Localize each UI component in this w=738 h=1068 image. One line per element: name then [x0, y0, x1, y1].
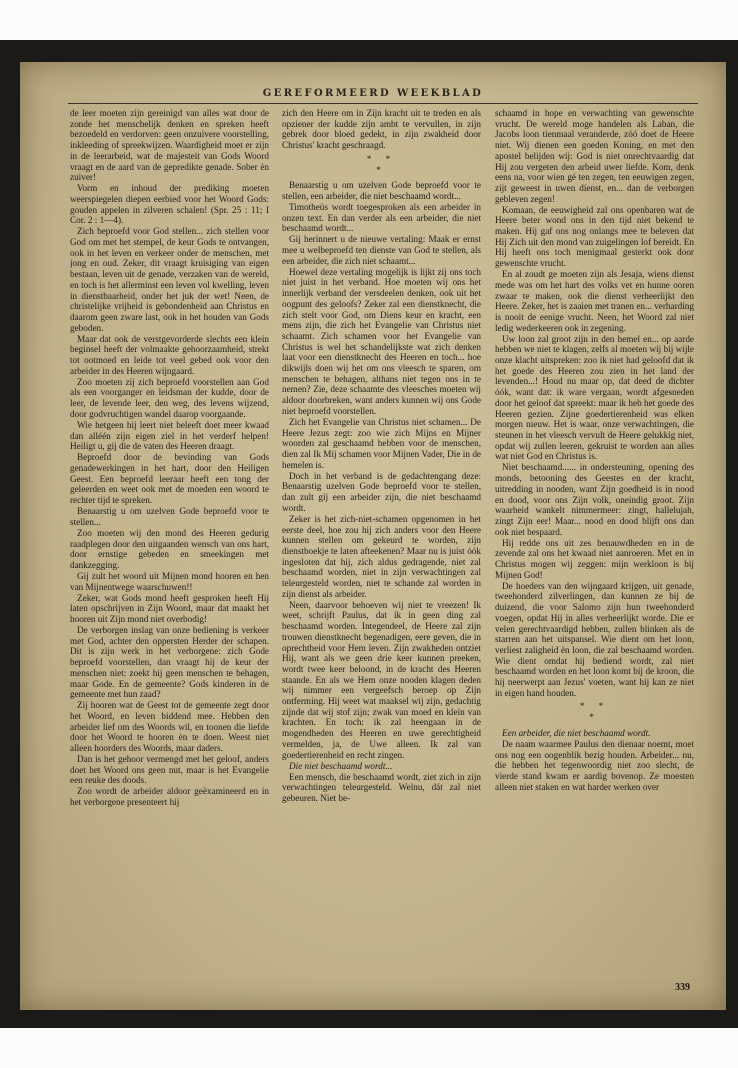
paragraph: Gij zult het woord uit Mijnen mond hooren en hen van Mijnentwege waarschuwen!!: [70, 570, 269, 592]
paragraph: Hij redde ons uit zes benauwdheden en in de zevende zal ons het kwaad niet aanroeren. Met en in Christus mogen wij zeggen: mijn werkloon is bij Mijnen God!: [495, 537, 694, 580]
paragraph: De naam waarmee Paulus den dienaar noemt, moet ons nog een oogenblik bezig houden. Arbeider... nu, die hebben het tegenwoordig niet zoo slecht, de vierde stand kwam er aardig bovenop. Ze moesten alleen niet staken en wat harder werken over: [495, 738, 694, 792]
paragraph: De verborgen inslag van onze bediening is verkeer met God, achter den oppersten Herder der schapen. Dit is zijn werk in het verborgene: zich Gode beproefd voorstellen, dan vraagt hij de keur der menschen niet: zoekt hij geen menschen te behagen, maar Gode. En de gemeente? Gods kinderen in de gemeente met hun zaad?: [70, 625, 269, 700]
paragraph: Hoewel deze vertaling mogelijk is lijkt zij ons toch niet juist in het verband. Hoe moeten wij ons het innerlijk verband der versdeelen denken, ook uit het oogpunt des geloofs? Zeker zal een dienstknecht, die zich stelt voor God, om Diens keur en kracht, een mens zijn, die zich het Evangelie van Christus niet schaamt. Zich schamen voor het Evangelie van Christus is wel het schandelijkste wat zich denken laat voor een dienstknecht des Heeren en toch... hoe dikwijls doen wij het om ons vleesch te sparen, om menschen te behagen, althans niet tegen ons in te nemen? Zie, deze schaamte des vleesches moeten wij aldoor doorbreken, want anders kunnen wij ons Gode niet beproefd voorstellen.: [282, 266, 481, 416]
column-1: [70, 108, 269, 974]
paragraph: Zeker, wat Gods mond heeft gesproken heeft Hij laten opschrijven in Zijn Woord, maar dat maakt het hooren uit Zijn mond niet overbodig!: [70, 592, 269, 625]
paragraph: Niet beschaamd...... in ondersteuning, opening des monds, betooning des Geestes en der kracht, uitredding in nooden, want Zijn goedheid is in nood en dood, voor ons Zijn volk, oneindig groot. Zijn waarheid wankelt nimmermeer: zingt, hallelujah, zingt Zijn eer! Maar... nood en dood blijft ons dan ook niet bespaard.: [495, 462, 694, 537]
paragraph-italic: Een arbeider, die niet beschaamd wordt.: [502, 727, 651, 738]
paragraph: Zich het Evangelie van Christus niet schamen... De Heere Jezus zegt: zoo wie zich Mijns en Mijner woorden zal geschaamd hebben voor de menschen, dien zal Ik Mij schamen voor Mijnen Vader, Die in de hemelen is.: [282, 416, 481, 470]
paragraph: Vorm en inhoud der prediking moeten weerspiegelen diepen eerbied voor het Woord Gods: gouden appelen in zilveren schalen! (Spr. 25 : 11; I Cor. 2 : 1—4).: [70, 183, 269, 226]
paragraph: Komaan, de eeuwigheid zal ons openbaren wat de Heere beter wond ons in den tijd niet bekend te maken. Hij gaf ons nog onlangs mee te beleven dat Hij Zich uit den mond van zuigelingen lof bereidt. En Hij heeft ons toch menigmaal gesterkt ook door gewenschte vrucht.: [495, 204, 694, 269]
scan-border-bottom: [0, 1028, 738, 1068]
column-2: [282, 108, 481, 974]
paragraph: Neen, daarvoor behoeven wij niet te vreezen! Ik weet, schrijft Paulus, dat ik in geen ding zal beschaamd worden. Integendeel, de Heere zal zijn trouwen dienstknecht begenadigen, eere geven, die in oprechtheid voor Hem leven. Zijn zwakheden ontziet Hij, want als we geen drie keer kunnen preeken, wordt twee keer beloond, in de kracht des Heeren staande. En als we Hem onze nooden klagen deden wij nimmer een vergeefsch beroep op Zijn ontferming. Hij weet wat maaksel wij zijn, gedachtig zijnde dat wij stof zijn; zwak van moed en klein van krachten. En toch: ik zal heengaan in de mogendheden des Heeren en uwe gerechtigheid vermelden, ja, de Uwe alleen. Ik zal van goedertierenheid en recht zingen.: [282, 599, 481, 760]
section-divider-stars: * * *: [579, 701, 610, 723]
masthead: GEREFORMEERD WEEKBLAD: [262, 88, 484, 99]
page-number: 339: [675, 982, 690, 993]
paragraph: de leer moeten zijn gereinigd van alles wat door de zonde het menschelijk denken en spreken heeft bezoedeld en verdorven: geen onzuivere voorstelling, inkleeding of spreekwijzen. Waardigheid moet er zijn in de leerarbeid, wat de majesteit van Gods Woord vraagt en de aard van de gepredikte genade. Sober èn zuiver!: [70, 108, 269, 183]
paragraph: Uw loon zal groot zijn in den hemel en... op aarde hebben we niet te klagen, zelfs al moeten wij bij wijle onze klacht uitspreken: zoo ik niet had geloofd dat ik het goede des Heeren zou zien in het land der levenden...! Houd nu maar op, dat deed de dichter óók, want dat: ik ware vergaan, wordt afgesneden door het geloof dat spreekt: maar ik heb het goede des Heeren gezien. Zijne goedertierenheid was elken morgen nieuw. Het is waar, onze verwachtingen, die steunen in het vleesch vervult de Heere gelukkig niet, opdat wij zullen leeren, gekruist te worden aan alles wat niet God en Christus is.: [495, 333, 694, 462]
paragraph: Benaarstig u om uzelven Gode beproefd voor te stellen...: [70, 506, 269, 527]
paragraph: Dan is het gehoor vermengd met het geloof, anders doet het Woord ons geen nut, maar is het Evangelie een reuke des doods.: [70, 754, 269, 786]
newspaper-page: [20, 62, 726, 1010]
paragraph: Zoo wordt de arbeider aldoor geëxamineerd en in het verborgene presenteert hij: [70, 786, 269, 808]
paragraph: Zoo moeten wij den mond des Heeren gedurig raadplegen door den uitgaanden wensch van ons hart, door ernstige gebeden en smeekingen met dankzegging.: [70, 527, 269, 570]
paragraph-italic: Die niet beschaamd wordt...: [289, 760, 393, 771]
paragraph: De hoeders van den wijngaard krijgen, uit genade, tweehonderd zilverlingen, dan kunnen ze bij de duizend, die voor Salomo zijn hun tweehonderd voegen, opdat Hij in alles verheerlijkt worde. Die er velen gerechtvaardigd hebben, zullen blinken als de starren aan het uitspansel. Wie dient om het loon, verliest zaligheid èn loon, die zal beschaamd worden. Wie dient omdat hij bediend wordt, zal niet beschaamd worden en het loon komt bij de kroon, die hij neerwerpt aan Jezus' voeten, want hij kan ze niet in eigen hand houden.: [495, 580, 694, 698]
paragraph: Zich beproefd voor God stellen... zich stellen voor God om met het stempel, de keur Gods te ontvangen, ook in het leven en verkeer onder de menschen, met jong en oud. Zeker, dit vraagt kruisiging van eigen bestaan, leven uit de genade, verzaken van de wereld, en toch is het allerminst een leven vol kwelling, leven in dienstbaarheid, onder het juk der wet! Neen, de christelijke vrijheid is gebondenheid aan Christus en daarom geen zware last, ook in het houden van Gods geboden.: [70, 226, 269, 333]
paragraph: zich den Heere om in Zijn kracht uit te treden en als opziener der kudde zijn ambt te vervullen, in zijn gebrek door bloed gedekt, in zijn zwakheid door Christus' kracht geschraagd.: [282, 108, 481, 151]
paragraph: Beproefd door de bevinding van Gods genadewerkingen in het hart, door den Heiligen Geest. Een beproefd leeraar heeft een tong der geleerden en weet ook met de moeden een woord te rechter tijd te spreken.: [70, 452, 269, 506]
paragraph: Gij herinnert u de nieuwe vertaling: Maak er ernst mee u welbeproefd ten dienste van God te stellen, als een arbeider, die zich niet schaamt...: [282, 234, 481, 266]
paragraph: Doch in het verband is de gedachtengang deze: Benaarstig uzelven Gode beproefd voor te stellen, dan zult gij een arbeider zijn, die niet beschaamd wordt.: [282, 470, 481, 513]
column-3: [495, 108, 694, 974]
paragraph: Zij hooren wat de Geest tot de gemeente zegt door het Woord, en leven biddend mee. Hebben den arbeider lief om des Woords wil, en toonen die liefde door het Woord te hooren èn te doen. Weest niet alleen hoorders des Woords, maar daders.: [70, 700, 269, 754]
paragraph: En al zoudt ge moeten zijn als Jesaja, wiens dienst mede was om het hart des volks vet en hunne ooren zwaar te maken, ook die dienst verheerlijkt den Heere. Zeker, het is zaaien met tranen en... verharding is nooit de eenige vrucht. Neen, het Woord zal niet ledig wederkeeren ook in zegening.: [495, 269, 694, 333]
scan-border-top: [0, 0, 738, 40]
section-divider-stars: * * *: [366, 153, 397, 175]
paragraph: Timotheüs wordt toegesproken als een arbeider in onzen text. En dan verder als een arbeider, die niet beschaamd wordt...: [282, 201, 481, 234]
paragraph: Zoo moeten zij zich beproefd voorstellen aan God als een voorganger en leidsman der kudde, door de leer, de levende leer, den weg, des levens wijzend, door godvruchtigen wandel daarop voorgaande.: [70, 376, 269, 419]
paragraph: Een mensch, die beschaamd wordt, ziet zich in zijn verwachtingen teleurgesteld. Welnu, dát zal niet gebeuren. Niet be-: [282, 771, 481, 803]
paragraph: schaamd in hope en verwachting van gewenschte vrucht. De wereld moge handelen als Laban, die Jacobs loon tienmaal veranderde, zóó doet de Heere niet. Wij dienen een goeden Koning, en met den apostel belijden wij: God is niet onrechtvaardig dat Hij zou vergeten den arbeid uwer liefde. Kom, denk eens na, voor wien gé ten zegen, ten eeuwigen zegen, zijt geweest in uwen dienst, en... dan de verborgen gebleven zegen!: [495, 108, 694, 204]
header-rule: [68, 103, 698, 104]
paragraph: Wie hetgeen hij leert niet beleeft doet meer kwaad dan alléén zijn eigen ziel in het verderf helpen! Heiligt u, gij die de vaten des Heeren draagt.: [70, 419, 269, 452]
paragraph: Zeker is het zich-niet-schamen opgenomen in het eerste deel, hoe zou hij zich anders voor den Heere kunnen stellen om gekeurd te worden, zijn dienstboekje te laten afteekenen? Maar nu is juist óók ingesloten dat hij, zich aldus gedragende, niet zal beschaamd worden, niet in zijn verwachtingen zal teleurgesteld worden, niet te schande zal worden in zijn dienst als arbeider.: [282, 513, 481, 599]
paragraph: Maar dat ook de verstgevorderde slechts een klein beginsel heeft der volmaakte gehoorzaamheid, strekt tot ootmoed en leide tot veel gebed ook voor den arbeider in des Heeren wijngaard.: [70, 333, 269, 376]
paragraph: Benaarstig u om uzelven Gode beproefd voor te stellen, een arbeider, die niet beschaamd wordt...: [282, 180, 481, 201]
